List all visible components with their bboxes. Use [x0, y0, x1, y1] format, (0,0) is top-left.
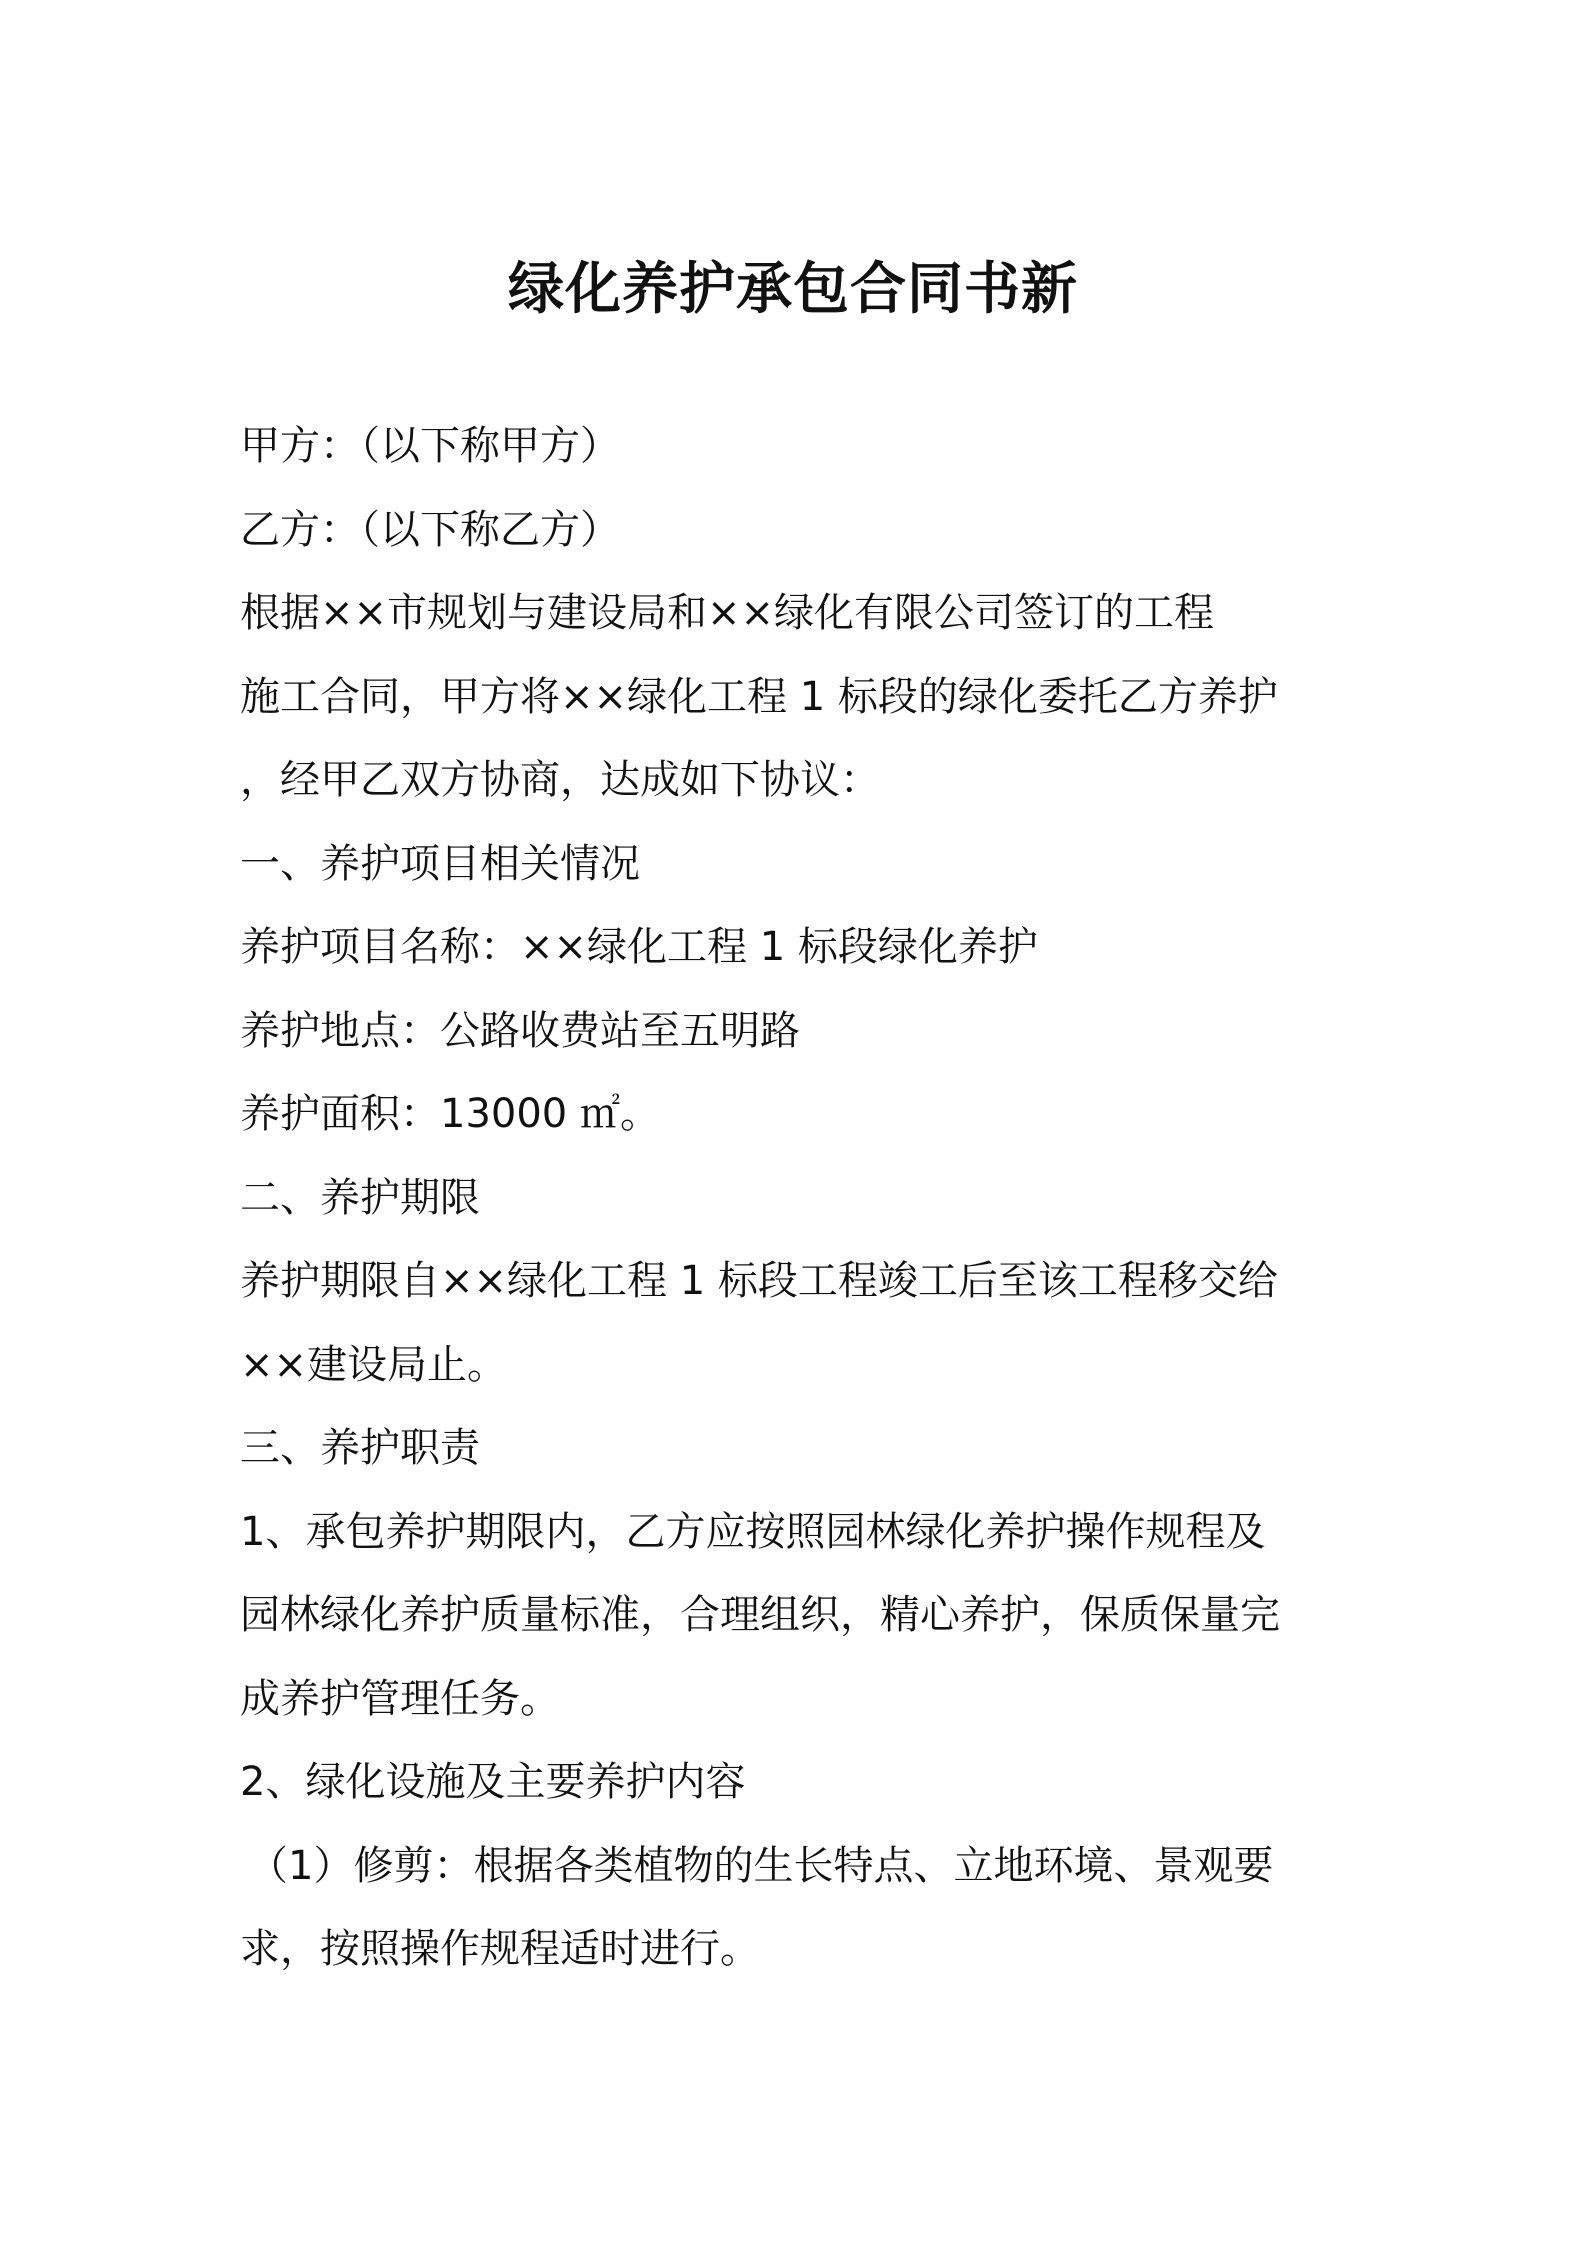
period-line-2: ××建设局止。	[240, 1341, 508, 1388]
preamble-line-1: 根据××市规划与建设局和××绿化有限公司签订的工程	[240, 590, 1215, 636]
party-b-line: 乙方：（以下称乙方）	[240, 506, 620, 553]
section-heading-1: 一、养护项目相关情况	[240, 840, 640, 887]
project-location-line: 养护地点：公路收费站至五明路	[240, 1007, 800, 1054]
preamble-line-2: 施工合同，甲方将××绿化工程 1 标段的绿化委托乙方养护	[240, 673, 1278, 720]
section-heading-2: 二、养护期限	[240, 1174, 480, 1221]
duty-1-line-3: 成养护管理任务。	[240, 1675, 560, 1722]
preamble-line-3: ，经甲乙双方协商，达成如下协议：	[240, 757, 880, 803]
party-a-line: 甲方：（以下称甲方）	[240, 423, 620, 469]
period-line-1: 养护期限自××绿化工程 1 标段工程竣工后至该工程移交给	[240, 1258, 1278, 1304]
pruning-line-2: 求，按照操作规程适时进行。	[240, 1926, 760, 1972]
pruning-line-1: （1）修剪：根据各类植物的生长特点、立地环境、景观要	[248, 1842, 1274, 1889]
document-title: 绿化养护承包合同书新	[508, 257, 1078, 322]
duty-2-heading: 2、绿化设施及主要养护内容	[240, 1759, 746, 1805]
document-body	[240, 405, 1360, 1992]
duty-1-line-1: 1、承包养护期限内，乙方应按照园林绿化养护操作规程及	[240, 1508, 1266, 1555]
project-name-line: 养护项目名称：××绿化工程 1 标段绿化养护	[240, 924, 1038, 970]
duty-1-line-2: 园林绿化养护质量标准，合理组织，精心养护，保质保量完	[240, 1592, 1280, 1638]
section-heading-3: 三、养护职责	[240, 1425, 480, 1471]
project-area-line: 养护面积：13000 ㎡。	[240, 1091, 660, 1137]
